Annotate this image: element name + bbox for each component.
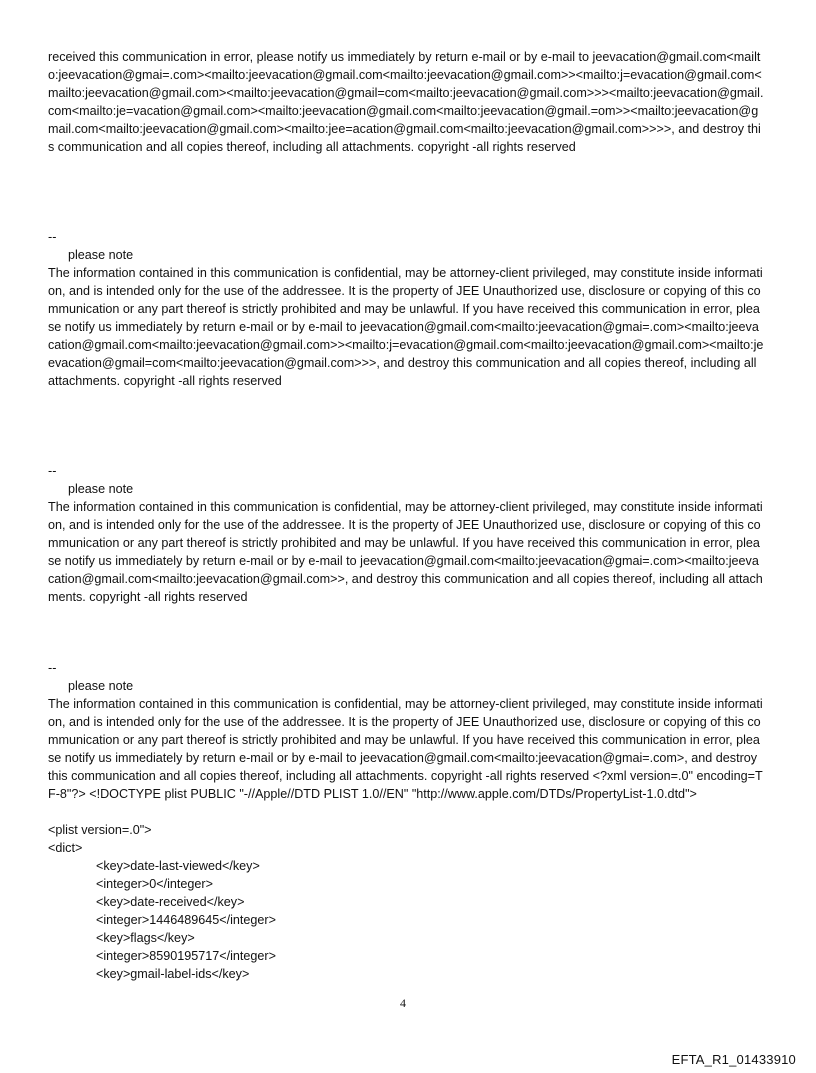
page-number: 4	[400, 996, 406, 1010]
please-note-1: please note	[68, 248, 134, 262]
separator-3: --	[48, 661, 57, 675]
plist-line: <key>flags</key>	[96, 931, 195, 945]
plist-line: <key>gmail-label-ids</key>	[96, 967, 250, 981]
plist-line: <key>date-last-viewed</key>	[96, 859, 260, 873]
separator-2: --	[48, 464, 57, 478]
plist-line: <key>date-received</key>	[96, 895, 245, 909]
please-note-2: please note	[68, 482, 134, 496]
disclaimer-paragraph-4: The information contained in this communication is confidential, may be attorney-client privileged, may constitute inside information, and is intended only for the use of the addressee. It is the property of JEE Unauthorized use, disclosure or copying of this communication or any part thereof is strictly prohibited and may be unlawful. If you have received this communication in error, please notify us immediately by return e-mail or by e-mail to jeevacation@gmail.com<mailto:jeevacation@gmai=.com>, and destroy this communication and all copies thereof, including all attachments. copyright -all rights reserved <?xml version=.0" encoding=TF-8"?> <!DOCTYPE plist PUBLIC "-//Apple//DTD PLIST 1.0//EN" "http://www.apple.com/DTDs/PropertyList-1.0.dtd">	[48, 697, 763, 801]
disclaimer-paragraph-3: The information contained in this communication is confidential, may be attorney-client privileged, may constitute inside information, and is intended only for the use of the addressee. It is the property of JEE Unauthorized use, disclosure or copying of this communication or any part thereof is strictly prohibited and may be unlawful. If you have received this communication in error, please notify us immediately by return e-mail or by e-mail to jeevacation@gmail.com<mailto:jeevacation@gmai=.com><mailto:jeevacation@gmail.com<mailto:jeevacation@gmail.com>>, and destroy this communication and all copies thereof, including all attachments. copyright -all rights reserved	[48, 500, 763, 604]
top-paragraph: received this communication in error, please notify us immediately by return e-mail or by e-mail to jeevacation@gmail.com<mailto:jeevacation@gmai=.com><mailto:jeevacation@gmail.com<mailto:jeevacation@gmail.com>><mailto:j=evacation@gmail.com<mailto:jeevacation@gmail.com><mailto:jeevacation@gmail=com<mailto:jeevacation@gmail.com>>><mailto:jeevacation@gmail.com<mailto:je=vacation@gmail.com><mailto:jeevacation@gmail.com<mailto:jeevacation@gmail.=om>><mailto:jeevacation@gmail.com<mailto:jeevacation@gmail.com><mailto:jee=acation@gmail.com<mailto:jeevacation@gmail.com>>>>, and destroy this communication and all copies thereof, including all attachments. copyright -all rights reserved	[48, 50, 764, 154]
plist-line: <integer>0</integer>	[96, 877, 213, 891]
document-id-footer: EFTA_R1_01433910	[671, 1052, 796, 1067]
plist-line: <integer>1446489645</integer>	[96, 913, 276, 927]
separator-1: --	[48, 230, 57, 244]
disclaimer-paragraph-2: The information contained in this communication is confidential, may be attorney-client privileged, may constitute inside information, and is intended only for the use of the addressee. It is the property of JEE Unauthorized use, disclosure or copying of this communication or any part thereof is strictly prohibited and may be unlawful. If you have received this communication in error, please notify us immediately by return e-mail or by e-mail to jeevacation@gmail.com<mailto:jeevacation@gmai=.com><mailto:jeevacation@gmail.com<mailto:jeevacation@gmail.com>><mailto:j=evacation@gmail.com<mailto:jeevacation@gmail.com><mailto:jeevacation@gmail=com<mailto:jeevacation@gmail.com>>>, and destroy this communication and all copies thereof, including all attachments. copyright -all rights reserved	[48, 266, 764, 388]
please-note-3: please note	[68, 679, 134, 693]
plist-line: <integer>8590195717</integer>	[96, 949, 276, 963]
plist-open-tag: <plist version=.0">	[48, 823, 152, 837]
dict-open-tag: <dict>	[48, 841, 83, 855]
